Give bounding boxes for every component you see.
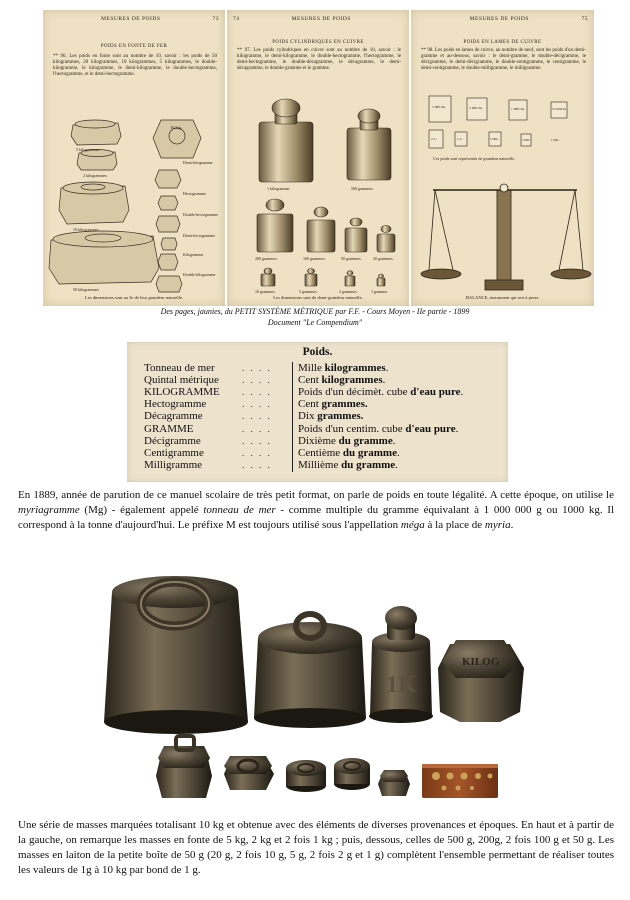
text-run: méga	[400, 519, 425, 531]
page-text: ** 97. Les poids cylindriques en cuivre sont au nombre de 10, savoir : le kilogramme, le demi-kilogramme, le double-hectogramme, l'hectogramme, le demi-hectogramme, le double-décagramme, le décagramme, le demi-décagramme, le double-gramme et le gramme.	[237, 48, 401, 71]
weight-label: 10 kilogrammes	[73, 227, 99, 232]
weight-label: 5 grammes.	[299, 289, 318, 294]
unit-definition: Millième du gramme.	[298, 459, 398, 472]
leader-dots: . . . .	[242, 386, 272, 397]
plate-weight-label: 2 DÉCIG.	[469, 106, 484, 110]
intro-paragraph	[18, 488, 614, 533]
unit-name: Décigramme	[144, 434, 201, 447]
weight-2kg	[254, 614, 366, 728]
divider	[292, 362, 293, 374]
page-subtitle: POIDS CYLINDRIQUES EN CUIVRE	[272, 40, 364, 45]
caption-line: Document "Le Compendium"	[267, 318, 363, 327]
text-run: .	[510, 519, 514, 531]
table-title: Poids.	[302, 346, 333, 358]
plate-weight-label: 2 MIL.	[522, 138, 531, 142]
divider	[292, 411, 293, 423]
page-text: ** 96. Les poids en fonte sont au nombre de 10, savoir : les poids de 50 kilogrammes, 20 kilogrammes, 10 kilogrammes, 5 kilogrammes, le double-kilogramme, le kilogramme, le demi-kilogramme, le double-hectogramme, l'hectogramme, et le demi-hectogramme.	[53, 54, 217, 77]
weight-label: 1 kilogramme.	[267, 186, 291, 191]
weight-label: Kilogramme	[183, 252, 204, 257]
divider	[292, 386, 293, 398]
table-row	[144, 386, 498, 398]
page-number: 75	[581, 16, 588, 22]
table-row	[144, 447, 498, 459]
page-header-title: MESURES DE POIDS	[101, 16, 161, 22]
book-pages	[43, 10, 594, 306]
plate-weight-label: 2 C.	[431, 137, 437, 141]
page-header-title: MESURES DE POIDS	[291, 16, 351, 22]
table-row	[144, 423, 498, 435]
page-subtitle: POIDS EN LAMES DE CUIVRE	[463, 40, 542, 45]
table-row	[144, 399, 498, 411]
unit-name: Quintal métrique	[144, 373, 219, 386]
caption-line: Des pages, jaunies, du PETIT SYSTÈME MÉTRIQUE par F.F. - Cours Moyen - IIe partie - 1899	[160, 307, 470, 316]
weight-label: Demi-hectogramme	[183, 233, 215, 238]
table-row	[144, 435, 498, 447]
unit-definition: Cent grammes.	[298, 398, 368, 411]
page-footer: Les dimensions sont de demi-grandeur naturelle.	[273, 295, 363, 300]
weight-50g	[378, 770, 410, 796]
table-row	[144, 411, 498, 423]
weights-photo	[100, 562, 530, 812]
unit-name: Décagramme	[144, 410, 203, 423]
weight-mark-1k: 1K	[386, 672, 417, 698]
leader-dots: . . . .	[242, 423, 272, 434]
unit-name: Tonneau de mer	[144, 361, 215, 374]
text-run: tonneau de mer	[203, 504, 276, 516]
plate-weight-label: 5 MIL.	[490, 137, 500, 141]
weight-5kg	[104, 576, 248, 734]
plate-weight-label: 5 DÉCIG.	[432, 105, 447, 109]
poids-table	[127, 342, 508, 482]
plate-weight-label: 1 MIL.	[551, 138, 560, 142]
page-number: 73	[212, 16, 219, 22]
text-run: myria	[484, 519, 511, 531]
divider	[292, 423, 293, 435]
page-footer: BALANCE, instrument qui sert à peser.	[465, 295, 540, 300]
book-page-74	[227, 10, 409, 306]
weight-label: 100 grammes.	[303, 256, 326, 261]
weight-label: 2 grammes.	[339, 289, 358, 294]
unit-name: Milligramme	[144, 459, 203, 472]
leader-dots: . . . .	[242, 362, 272, 373]
book-page-73	[43, 10, 225, 306]
divider	[292, 399, 293, 411]
weight-label: Demi-kilogramme	[183, 160, 213, 165]
divider	[292, 447, 293, 459]
weight-label: 200 grammes.	[255, 256, 278, 261]
plate-weight-label: 1 C.	[457, 137, 463, 141]
unit-name: Hectogramme	[144, 398, 207, 411]
weight-mark-kilog: KILOG	[462, 656, 500, 668]
unit-definition: Dixième du gramme.	[298, 434, 396, 447]
text-run: - comme multiple du gramme équivalant à 1 000 000 g ou 1000 kg. Il correspond à la tonne d'aujourd'hui. Le préfixe M est toujours utilisé sous l'appellation	[18, 504, 614, 531]
weight-label: 10 grammes.	[255, 289, 276, 294]
weight-label: 500 grammes.	[351, 186, 374, 191]
weight-label: Hectogramme	[183, 191, 206, 196]
page-text: ** 98. Les poids en lames de cuivre, au nombre de neuf, sont les poids d'un demi-gramme et au-dessous, savoir : le demi-gramme, le double-décigramme, le décigramme, le demi-décigramme, le double-centigramme, le centigramme, le demi-centigramme, le double-milligramme, le milligramme.	[421, 48, 586, 71]
weight-label: 50 grammes.	[341, 256, 362, 261]
text-run: myriagramme	[18, 504, 80, 516]
text-run: à la place de	[424, 519, 485, 531]
unit-definition: Poids d'un centim. cube d'eau pure.	[298, 422, 459, 435]
page-subtitle: POIDS EN FONTE DE FER	[100, 44, 168, 49]
leader-dots: . . . .	[242, 399, 272, 410]
weight-label: 1 gramme.	[371, 289, 389, 294]
leader-dots: . . . .	[242, 435, 272, 446]
weight-100g-2	[334, 758, 370, 790]
table-row	[144, 460, 498, 472]
plate-weight-label: 5 CENTIG.	[552, 107, 567, 111]
pages-caption	[0, 306, 630, 328]
weight-100g-1	[286, 760, 326, 792]
weight-1kg-hex	[438, 640, 524, 722]
weight-label: Double-kilogramme	[183, 272, 216, 277]
unit-name: Centigramme	[144, 446, 204, 459]
unit-name: GRAMME	[144, 422, 194, 435]
page-number: 74	[233, 16, 240, 22]
divider	[292, 374, 293, 386]
page-header-title: MESURES DE POIDS	[469, 16, 529, 22]
cast-iron-weights-engraving	[43, 10, 225, 306]
divider	[292, 460, 293, 472]
weight-1kg-marked	[369, 606, 433, 723]
weight-label: Kilog.	[171, 125, 183, 130]
weight-500g	[156, 736, 212, 798]
text-run: (Mg) - également appelé	[79, 504, 204, 516]
table-row	[144, 374, 498, 386]
weight-label: 20 grammes.	[373, 256, 394, 261]
weight-label: 5 kilogrammes	[76, 147, 100, 152]
unit-definition: Centième du gramme.	[298, 446, 400, 459]
plates-note: Ces poids sont représentés de grandeur naturelle.	[433, 156, 515, 161]
photo-description-paragraph: Une série de masses marquées totalisant 10 kg et obtenue avec des éléments de diverses provenances et époques. En haut et à partir de la gauche, on remarque les masses en fonte de 5 kg, 2 kg et 2 fois 1 kg ; puis, dessous, celles de 500 g, 200g, 2 fois 100 g et 50 g. Les masses en laiton de la petite boîte de 50 g (20 g, 2 fois 10 g, 5 g, 2 fois 2 g et 1 g) complètent l'ensemble permettant de réaliser toutes les valeurs de 1g à 10 kg par bond de 1 g.	[18, 819, 614, 876]
unit-definition: Mille kilogrammes.	[298, 361, 389, 374]
weight-label: Double-hectogramme	[183, 212, 218, 217]
leader-dots: . . . .	[242, 374, 272, 385]
divider	[292, 435, 293, 447]
leader-dots: . . . .	[242, 411, 272, 422]
book-page-75	[411, 10, 594, 306]
weight-label: 50 kilogrammes	[73, 287, 99, 292]
leader-dots: . . . .	[242, 460, 272, 471]
weight-200g	[224, 756, 274, 790]
table-rows	[144, 362, 498, 472]
brass-weights-box	[422, 764, 498, 798]
leader-dots: . . . .	[242, 447, 272, 458]
page-footer: Les dimensions sont au 5e de leur grandeur naturelle.	[84, 295, 184, 300]
brass-cylinder-weights-engraving	[227, 10, 409, 306]
text-run: En 1889, année de parution de ce manuel scolaire de très petit format, on parle de poids en toute légalité. A cette époque, on utilise le	[18, 489, 614, 501]
weight-label: 2 kilogrammes	[83, 173, 107, 178]
unit-definition: Poids d'un décimèt. cube d'eau pure.	[298, 385, 464, 398]
table-row	[144, 362, 498, 374]
plate-weight-label: 1 DÉCIG.	[511, 107, 526, 111]
unit-definition: Dix grammes.	[298, 410, 364, 423]
unit-definition: Cent kilogrammes.	[298, 373, 386, 386]
unit-name: KILOGRAMME	[144, 385, 220, 398]
